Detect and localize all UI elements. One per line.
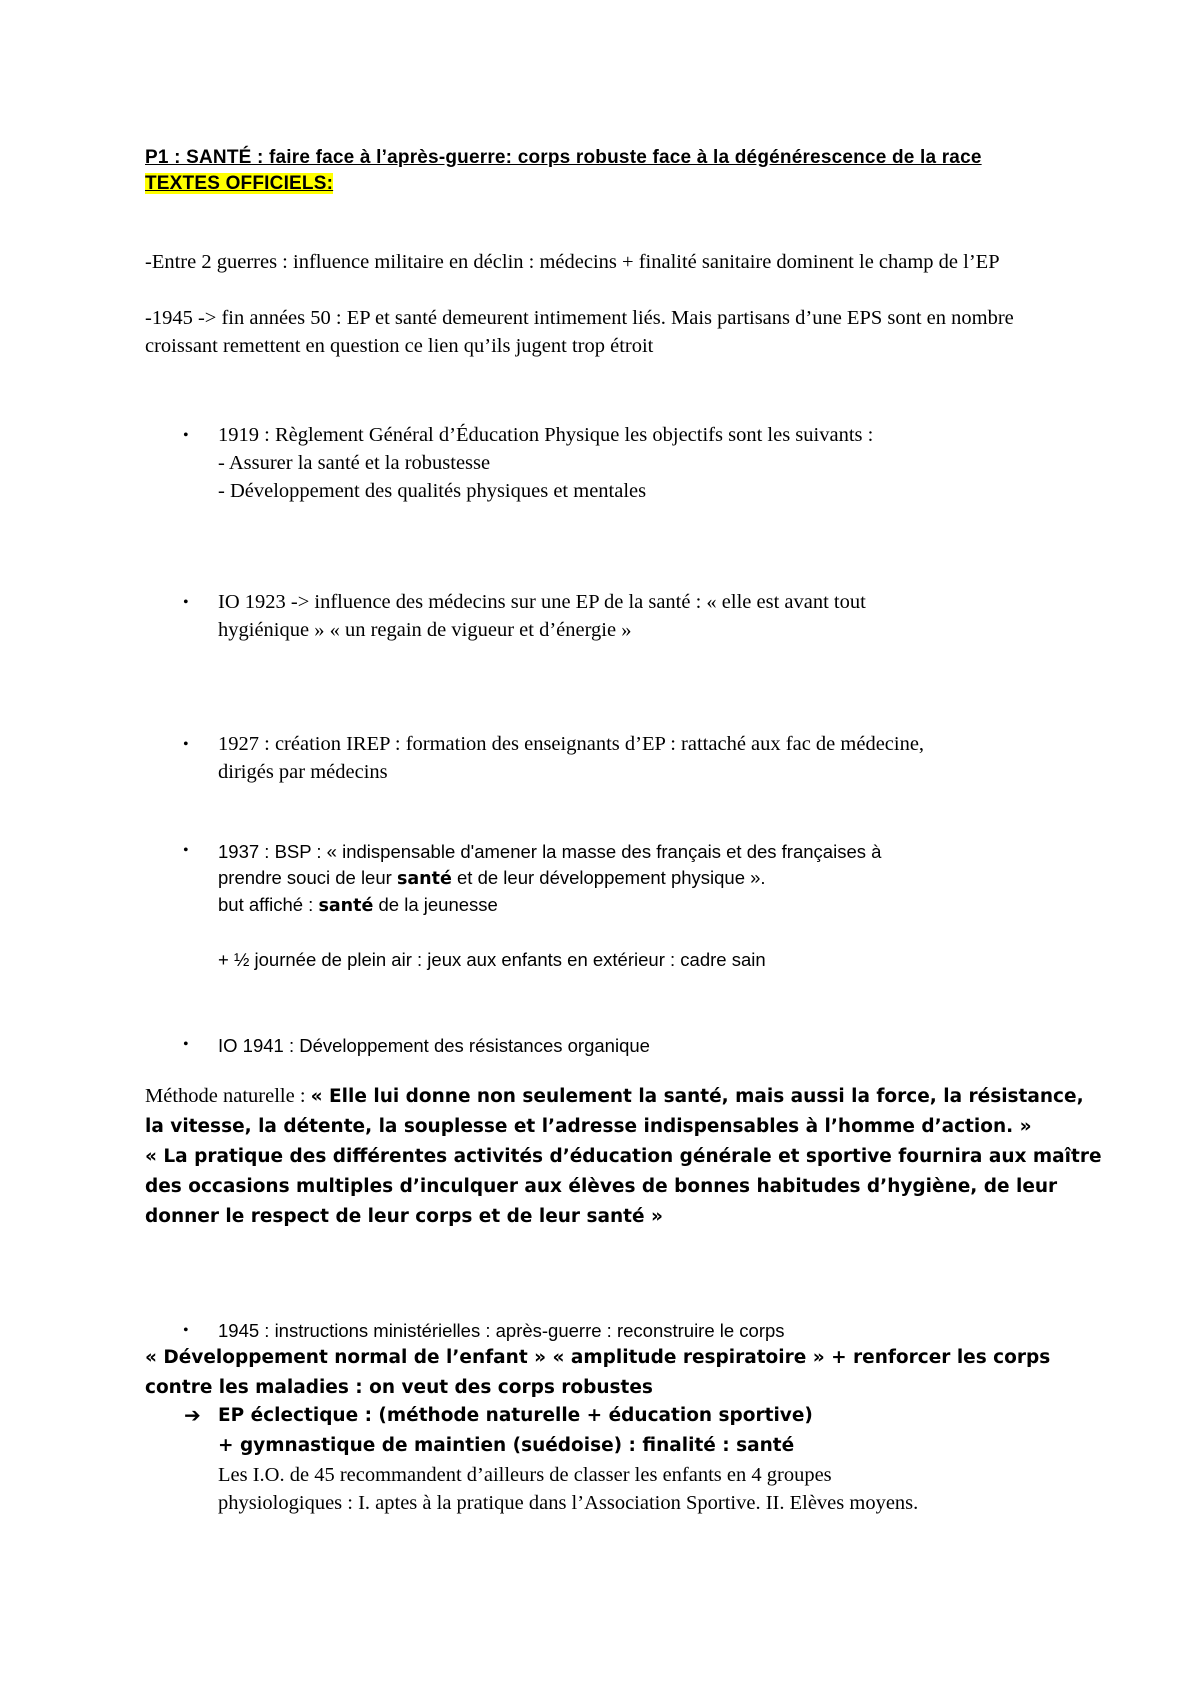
- intro-paragraph-2: -1945 -> fin années 50 : EP et santé demeurent intimement liés. Mais partisans d’une EPS sont en nombre croissant remettent en question ce lien qu’ils jugent trop étroit: [145, 307, 1014, 357]
- item-1937-line1: 1937 : BSP : « indispensable d'amener la masse des français et des françaises à: [218, 841, 882, 862]
- eclectique-line4: physiologiques : I. aptes à la pratique dans l’Association Sportive. II. Elèves moyens.: [218, 1492, 919, 1514]
- eclectique-line1: EP éclectique : (méthode naturelle + éducation sportive): [218, 1405, 813, 1426]
- item-1923-line1: IO 1923 -> influence des médecins sur une EP de la santé : « elle est avant tout: [218, 591, 866, 613]
- bullet-icon: •: [183, 427, 189, 444]
- item-1927: [218, 730, 1098, 786]
- item-1937-line3: [218, 892, 1098, 919]
- section-heading: TEXTES OFFICIELS:: [145, 173, 334, 194]
- item-1945-quote-line1: « Développement normal de l’enfant » « amplitude respiratoire » + renforcer les corps: [145, 1347, 1051, 1368]
- methode-line5: donner le respect de leur corps et de leur santé »: [145, 1206, 663, 1227]
- bullet-icon: •: [183, 594, 189, 611]
- text-run-bold: santé: [396, 869, 452, 889]
- methode-line1: [145, 1082, 1105, 1112]
- item-1945-eclectique: [218, 1401, 1118, 1517]
- item-1945-head: 1945 : instructions ministérielles : après-guerre : reconstruire le corps: [218, 1320, 785, 1341]
- methode-naturelle-block: [145, 1082, 1105, 1232]
- item-1927-line2: dirigés par médecins: [218, 761, 388, 783]
- quote-run: « Elle lui donne non seulement la santé, mais aussi la force, la résistance,: [310, 1086, 1084, 1107]
- title-main: P1 : SANTÉ : faire face à l’après-guerre: corps robuste face à la dégénérescence de la race: [145, 147, 982, 168]
- item-1937-line2: [218, 865, 1098, 892]
- item-1923: [218, 588, 1098, 644]
- methode-line2: la vitesse, la détente, la souplesse et l’adresse indispensables à l’homme d’action. »: [145, 1116, 1032, 1137]
- text-run: but affiché :: [218, 894, 319, 915]
- item-1945-quote: [145, 1343, 1105, 1403]
- text-run-bold: santé: [318, 896, 374, 916]
- item-1937: [218, 839, 1098, 973]
- item-1945-quote-line2: contre les maladies : on veut des corps robustes: [145, 1377, 653, 1398]
- item-1919-sub1: - Assurer la santé et la robustesse: [218, 452, 491, 474]
- item-1937-line4: + ½ journée de plein air : jeux aux enfants en extérieur : cadre sain: [218, 949, 766, 970]
- item-1919-head: 1919 : Règlement Général d’Éducation Physique les objectifs sont les suivants :: [218, 424, 874, 446]
- text-run: et de leur développement physique ».: [451, 867, 766, 888]
- item-1919-sub2: - Développement des qualités physiques et mentales: [218, 480, 647, 502]
- item-1927-line1: 1927 : création IREP : formation des enseignants d’EP : rattaché aux fac de médecine,: [218, 733, 925, 755]
- item-1923-line2: hygiénique » « un regain de vigueur et d’énergie »: [218, 619, 632, 641]
- text-run: prendre souci de leur: [218, 867, 397, 888]
- bullet-icon: •: [183, 1322, 189, 1339]
- eclectique-line3: Les I.O. de 45 recommandent d’ailleurs de classer les enfants en 4 groupes: [218, 1464, 832, 1486]
- arrow-right-icon: ➔: [184, 1403, 201, 1427]
- text-run: de la jeunesse: [373, 894, 498, 915]
- methode-line4: des occasions multiples d’inculquer aux élèves de bonnes habitudes d’hygiène, de leur: [145, 1176, 1058, 1197]
- text-run: Méthode naturelle :: [145, 1085, 311, 1107]
- intro-paragraph-1: -Entre 2 guerres : influence militaire en déclin : médecins + finalité sanitaire dominent le champ de l’EP: [145, 251, 1000, 273]
- item-1941: IO 1941 : Développement des résistances organique: [218, 1035, 650, 1056]
- bullet-icon: •: [183, 1036, 189, 1053]
- bullet-icon: •: [183, 736, 189, 753]
- methode-line3: « La pratique des différentes activités d’éducation générale et sportive fournira aux maître: [145, 1146, 1102, 1167]
- page-title: [145, 145, 1075, 197]
- eclectique-line2: + gymnastique de maintien (suédoise) : finalité : santé: [218, 1435, 795, 1456]
- item-1919: [218, 421, 1098, 505]
- bullet-icon: •: [183, 842, 189, 859]
